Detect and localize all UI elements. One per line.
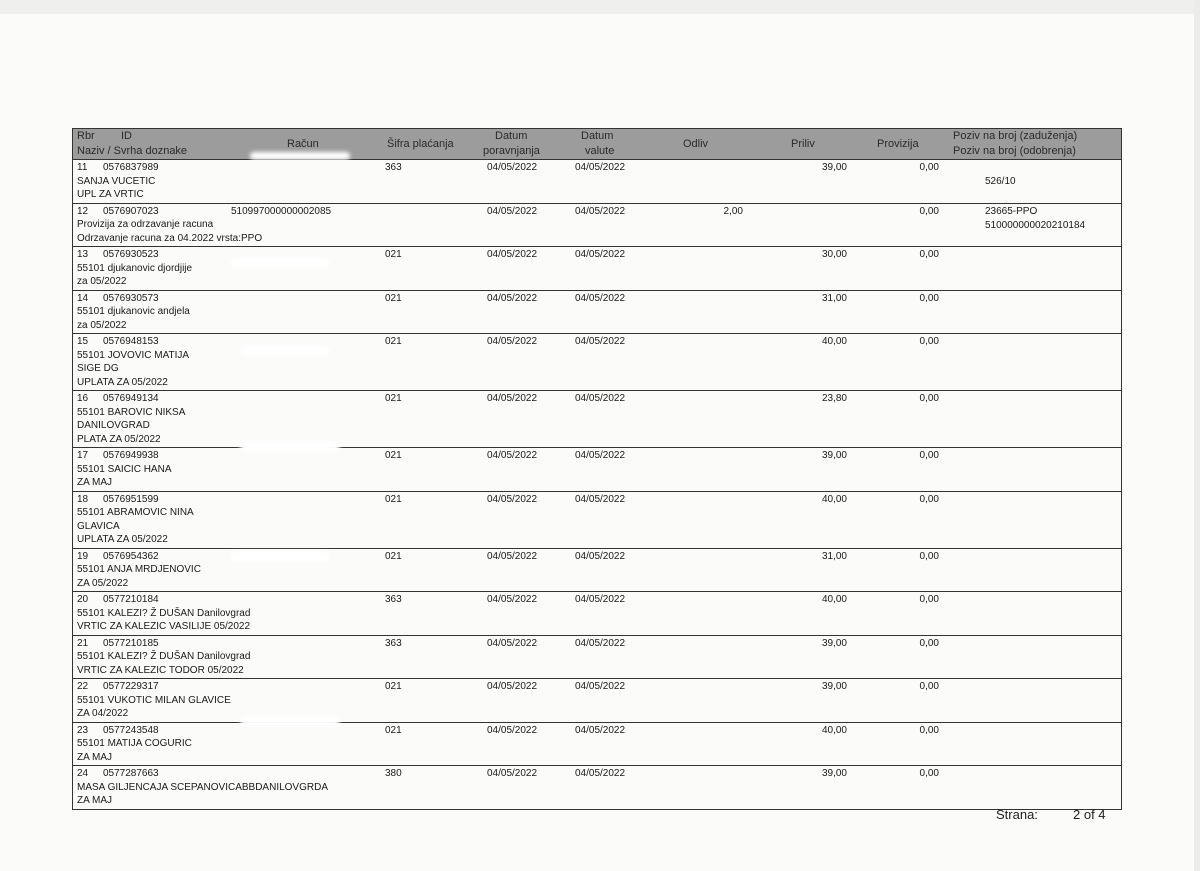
datum-valute-cell: 04/05/2022 [575,493,626,505]
priliv-cell: 39,00 [821,162,847,173]
datum-poravnanja-cell: 04/05/2022 [487,205,538,217]
id-cell: 0577210185 [103,637,159,649]
redaction-mark [240,346,330,356]
header-naziv: Naziv / Svrha doznake [77,145,188,157]
datum-valute-cell: 04/05/2022 [575,393,626,404]
datum-valute-cell: 04/05/2022 [575,594,626,605]
naziv-svrha-line: ZA 05/2022 [77,577,129,589]
id-cell: 0577287663 [103,768,159,779]
header-odliv: Odliv [683,138,709,150]
table-row [73,679,1121,723]
racun-cell: 510997000000002085 [231,205,332,217]
page-right-edge [1194,0,1200,871]
table-row [73,492,1121,549]
priliv-cell: 40,00 [821,493,847,505]
datum-poravnanja-cell: 04/05/2022 [487,594,538,605]
poziv-odobrenja-cell: 526/10 [985,176,1016,187]
datum-poravnanja-cell: 04/05/2022 [487,336,538,347]
sifra-cell: 021 [385,724,402,736]
provizija-cell: 0,00 [919,493,939,505]
transactions-table [72,128,1122,810]
datum-valute-cell: 04/05/2022 [575,768,626,779]
rbr-cell: 24 [77,768,89,779]
redaction-mark [230,552,330,562]
naziv-svrha-line: za 05/2022 [77,276,127,287]
provizija-cell: 0,00 [919,450,939,461]
naziv-svrha-line: 55101 ABRAMOVIC NINA [77,507,194,518]
naziv-svrha-line: DANILOVGRAD [77,420,150,431]
sifra-cell: 021 [385,292,402,304]
naziv-svrha-line: UPL ZA VRTIC [77,189,144,200]
naziv-svrha-line: 55101 djukanovic andjela [77,306,190,317]
priliv-cell: 39,00 [821,637,847,649]
sifra-cell: 021 [385,681,402,692]
provizija-cell: 0,00 [919,292,939,304]
provizija-cell: 0,00 [919,205,939,217]
id-cell: 0576930573 [103,292,159,304]
priliv-cell: 31,00 [821,292,847,304]
sifra-cell: 021 [385,393,402,404]
rbr-cell: 17 [77,450,89,461]
table-row [73,247,1121,291]
rbr-cell: 13 [77,249,89,260]
sifra-cell: 021 [385,493,402,505]
header-datum-poravnanja-2: poravnjanja [483,145,540,157]
sifra-cell: 363 [385,637,402,649]
datum-poravnanja-cell: 04/05/2022 [487,681,538,692]
naziv-svrha-line: ZA MAJ [77,795,113,806]
priliv-cell: 40,00 [821,724,847,736]
rbr-cell: 15 [77,336,89,347]
priliv-cell: 39,00 [821,768,847,779]
naziv-svrha-line: 55101 BAROVIC NIKSA [77,406,186,418]
naziv-svrha-line: 55101 VUKOTIC MILAN GLAVICE [77,694,231,706]
datum-valute-cell: 04/05/2022 [575,681,626,692]
naziv-svrha-line: ZA MAJ [77,477,113,488]
page-top-edge [0,0,1200,14]
rbr-cell: 14 [77,292,89,304]
sifra-cell: 363 [385,594,402,605]
naziv-svrha-line: ZA 04/2022 [77,708,129,719]
header-datum-valute-1: Datum [581,130,614,142]
table-row [73,204,1121,248]
table-row [73,636,1121,680]
datum-poravnanja-cell: 04/05/2022 [487,768,538,779]
datum-poravnanja-cell: 04/05/2022 [487,162,538,173]
priliv-cell: 31,00 [821,550,847,562]
rbr-cell: 18 [77,493,89,505]
datum-poravnanja-cell: 04/05/2022 [487,724,538,736]
header-poziv-odobrenja: Poziv na broj (odobrenja) [953,145,1076,157]
sifra-cell: 021 [385,450,402,461]
rbr-cell: 12 [77,205,89,217]
redaction-mark [240,716,340,726]
provizija-cell: 0,00 [919,724,939,736]
rbr-cell: 23 [77,724,89,736]
table-row [73,448,1121,492]
redaction-mark [230,258,330,268]
naziv-svrha-line: za 05/2022 [77,319,127,331]
id-cell: 0577229317 [103,681,159,692]
rbr-cell: 16 [77,393,89,404]
naziv-svrha-line: Odrzavanje racuna za 04.2022 vrsta:PPO [77,232,263,244]
datum-valute-cell: 04/05/2022 [575,205,626,217]
naziv-svrha-line: 55101 djukanovic djordjije [77,262,193,274]
poziv-zaduzenja-cell: 23665-PPO [985,205,1038,217]
naziv-svrha-line: Provizija za odrzavanje racuna [77,219,214,230]
id-cell: 0577243548 [103,724,159,736]
provizija-cell: 0,00 [919,637,939,649]
naziv-svrha-line: VRTIC ZA KALEZIC TODOR 05/2022 [77,664,244,676]
datum-valute-cell: 04/05/2022 [575,249,626,260]
priliv-cell: 40,00 [821,594,847,605]
datum-poravnanja-cell: 04/05/2022 [487,393,538,404]
redaction-mark [240,442,340,452]
table-header [73,128,1121,160]
poziv-odobrenja-cell: 510000000020210184 [985,219,1086,231]
datum-valute-cell: 04/05/2022 [575,637,626,649]
naziv-svrha-line: GLAVICA [77,520,120,532]
header-datum-valute-2: valute [585,145,615,157]
rbr-cell: 19 [77,550,89,562]
redaction-mark [250,152,350,160]
priliv-cell: 23,80 [821,393,847,404]
provizija-cell: 0,00 [919,162,939,173]
naziv-svrha-line: 55101 ANJA MRDJENOVIC [77,564,201,575]
provizija-cell: 0,00 [919,249,939,260]
datum-poravnanja-cell: 04/05/2022 [487,292,538,304]
naziv-svrha-line: VRTIC ZA KALEZIC VASILIJE 05/2022 [77,621,251,632]
naziv-svrha-line: UPLATA ZA 05/2022 [77,376,168,388]
naziv-svrha-line: 55101 SAICIC HANA [77,463,172,475]
id-cell: 0576949938 [103,450,159,461]
id-cell: 0576837989 [103,162,159,173]
id-cell: 0576930523 [103,249,159,260]
datum-valute-cell: 04/05/2022 [575,292,626,304]
provizija-cell: 0,00 [919,393,939,404]
sifra-cell: 380 [385,768,402,779]
id-cell: 0576951599 [103,493,159,505]
provizija-cell: 0,00 [919,336,939,347]
table-row [73,592,1121,636]
naziv-svrha-line: 55101 KALEZI? Ž DUŠAN Danilovgrad [77,651,251,662]
header-poziv-zaduzenja: Poziv na broj (zaduženja) [953,130,1078,142]
rbr-cell: 22 [77,681,89,692]
table-row [73,766,1121,809]
table-row [73,160,1121,204]
naziv-svrha-line: 55101 MATIJA COGURIC [77,738,192,749]
provizija-cell: 0,00 [919,768,939,779]
datum-valute-cell: 04/05/2022 [575,550,626,562]
sifra-cell: 021 [385,550,402,562]
header-sifra: Šifra plaćanja [387,138,454,150]
naziv-svrha-line: PLATA ZA 05/2022 [77,433,161,445]
id-cell: 0576949134 [103,393,159,404]
sifra-cell: 021 [385,336,402,347]
naziv-svrha-line: 55101 JOVOVIC MATIJA [77,349,190,361]
header-racun: Račun [287,138,319,150]
provizija-cell: 0,00 [919,550,939,562]
table-row [73,723,1121,767]
naziv-svrha-line: SIGE DG [77,363,119,374]
header-datum-poravnanja-1: Datum [495,130,528,142]
id-cell: 0576954362 [103,550,159,562]
priliv-cell: 39,00 [821,681,847,692]
id-cell: 0577210184 [103,594,159,605]
datum-poravnanja-cell: 04/05/2022 [487,249,538,260]
rbr-cell: 21 [77,637,89,649]
datum-valute-cell: 04/05/2022 [575,450,626,461]
odliv-cell: 2,00 [723,205,743,217]
table-row [73,291,1121,335]
id-cell: 0576907023 [103,205,159,217]
naziv-svrha-line: ZA MAJ [77,751,113,763]
provizija-cell: 0,00 [919,681,939,692]
naziv-svrha-line: SANJA VUCETIC [77,175,156,187]
datum-poravnanja-cell: 04/05/2022 [487,637,538,649]
rbr-cell: 20 [77,594,89,605]
table-row [73,334,1121,391]
datum-valute-cell: 04/05/2022 [575,162,626,173]
priliv-cell: 39,00 [821,450,847,461]
page-number: 2 of 4 [1073,807,1106,822]
datum-poravnanja-cell: 04/05/2022 [487,550,538,562]
header-provizija: Provizija [877,138,919,150]
id-cell: 0576948153 [103,336,159,347]
datum-valute-cell: 04/05/2022 [575,724,626,736]
datum-valute-cell: 04/05/2022 [575,336,626,347]
naziv-svrha-line: UPLATA ZA 05/2022 [77,534,168,545]
naziv-svrha-line: MASA GILJENCAJA SCEPANOVICABBDANILOVGRDA [77,781,328,793]
datum-poravnanja-cell: 04/05/2022 [487,493,538,505]
priliv-cell: 40,00 [821,336,847,347]
table-body [73,160,1121,809]
rbr-cell: 11 [77,162,88,173]
provizija-cell: 0,00 [919,594,939,605]
datum-poravnanja-cell: 04/05/2022 [487,450,538,461]
naziv-svrha-line: 55101 KALEZI? Ž DUŠAN Danilovgrad [77,607,251,619]
header-priliv: Priliv [791,138,815,150]
header-rbr: Rbr [77,130,95,142]
sifra-cell: 021 [385,249,402,260]
header-id: ID [121,130,132,142]
priliv-cell: 30,00 [821,249,847,260]
table-row [73,391,1121,448]
page-label: Strana: [996,807,1038,822]
sifra-cell: 363 [385,162,402,173]
